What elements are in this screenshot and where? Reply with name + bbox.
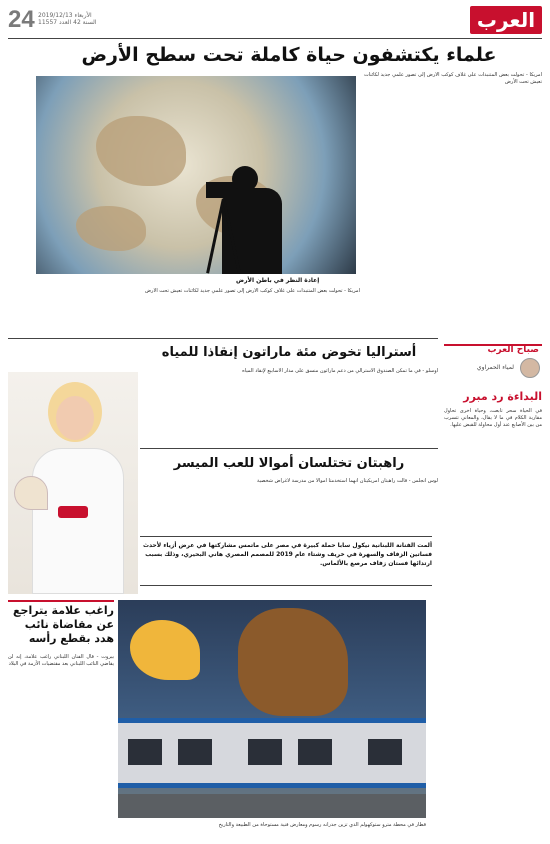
author-avatar bbox=[520, 358, 540, 378]
accent-bar bbox=[8, 600, 114, 602]
section-rule bbox=[8, 338, 438, 339]
main-story-text bbox=[364, 72, 542, 318]
main-story-lead-repeat: أمريكا - تحولت بعض المتنبذات على غلاف كوكب الأرض إلى تصور علمي جديد لكائنات تعيش تحت الأرض bbox=[145, 288, 360, 294]
continent-shape bbox=[96, 116, 186, 186]
singer-photo bbox=[8, 372, 138, 594]
train-window bbox=[178, 739, 212, 765]
story-four-headline: راغب علامة يتراجع عن مقاضاة نائب هدد بقطع رأسه bbox=[13, 604, 114, 645]
main-story-lead: أمريكا - تحولت بعض المتنبذات على غلاف كوكب الأرض إلى تصور علمي جديد لكائنات تعيش تحت الأرض bbox=[364, 72, 542, 85]
continent-shape bbox=[76, 206, 146, 251]
story-four-text bbox=[8, 654, 114, 834]
main-headline: علماء يكتشفون حياة كاملة تحت سطح الأرض bbox=[81, 44, 497, 66]
story-two-lead: أوسلو - في ما تمكن الصندوق الأسترالي من دعم ماراثون منسق على مدار الأسابيع لإنقاذ المياه bbox=[242, 368, 438, 374]
issue-number: السنة 42 العدد 11557 bbox=[38, 19, 97, 26]
column-author: لمياء الحمراوي bbox=[476, 364, 514, 371]
masthead bbox=[8, 6, 542, 36]
column-title: البداءة رد مبرر bbox=[463, 390, 542, 403]
train-window bbox=[368, 739, 402, 765]
column-box bbox=[444, 344, 542, 346]
issue-meta bbox=[38, 12, 97, 26]
section-rule bbox=[140, 448, 438, 449]
platform bbox=[118, 794, 426, 818]
story-three-lead: لوس أنجلس - قالت راهبتان أمريكيتان انهما استخدمتا أموالا من مدرسة لأغراض شخصية bbox=[256, 478, 438, 484]
story-two-text bbox=[140, 368, 438, 444]
issue-date: الأربعاء 2019/12/13 bbox=[38, 12, 92, 19]
newspaper-logo: العرب bbox=[470, 6, 542, 34]
subway-caption: قطار في محطة مترو ستوكهولم الذي تزين جدرانه رسوم ومعارض فنية مستوحاة من الطبيعة والتاريخ bbox=[218, 822, 426, 828]
gown-shape bbox=[32, 448, 124, 594]
main-story-continued bbox=[36, 288, 360, 334]
column-body bbox=[444, 408, 542, 832]
mural-bear bbox=[238, 608, 348, 716]
story-three-text bbox=[140, 478, 438, 530]
column-section-title: صباح العرب bbox=[487, 345, 539, 355]
clutch-bag bbox=[58, 506, 88, 518]
subway-photo bbox=[118, 600, 426, 818]
column-body-text: في الحياة سحر تابعت، وحياة أخرى تحاول مقاربة الكلام في ما لا يقال، والمعاني تتسرب من بين الأصابع عند أول محاولة للقبض عليها. bbox=[444, 408, 542, 428]
metro-train bbox=[118, 718, 426, 788]
story-three-headline: راهبتان تختلسان أموالا للعب الميسر bbox=[173, 456, 405, 471]
camera-icon bbox=[206, 182, 236, 198]
nicole-saba-callout: ألمت الفنانة اللبنانية نيكول سابا حملة كبيرة في مصر على ماتمس مشاركتها في عرض أزياء لأحدث فساتين الزفاف والسهرة في خريف وشتاء عام 2019 للمصمم المصري هاني البحيري، وذلك بسبب ارتدائها فستان زفاف مرصع بالألماس. bbox=[140, 536, 432, 586]
fan-icon bbox=[14, 476, 48, 510]
globe-caption: إعادة النظر في باطن الأرض bbox=[236, 277, 320, 284]
face-shape bbox=[56, 396, 94, 440]
mural-bird bbox=[130, 620, 200, 680]
train-window bbox=[248, 739, 282, 765]
page-number: 24 bbox=[8, 6, 35, 33]
header-rule bbox=[8, 38, 542, 39]
train-window bbox=[128, 739, 162, 765]
story-two-headline: أستراليا تخوض مئة ماراتون إنقاذا للمياه bbox=[161, 345, 417, 360]
story-four-lead: بيروت - قال الفنان اللبناني راغب علامة، إنه لن يقاضي النائب اللبناني بعد مقتضيات الأزمة في البلاد bbox=[8, 654, 114, 667]
train-window bbox=[298, 739, 332, 765]
globe-photo bbox=[36, 76, 356, 274]
